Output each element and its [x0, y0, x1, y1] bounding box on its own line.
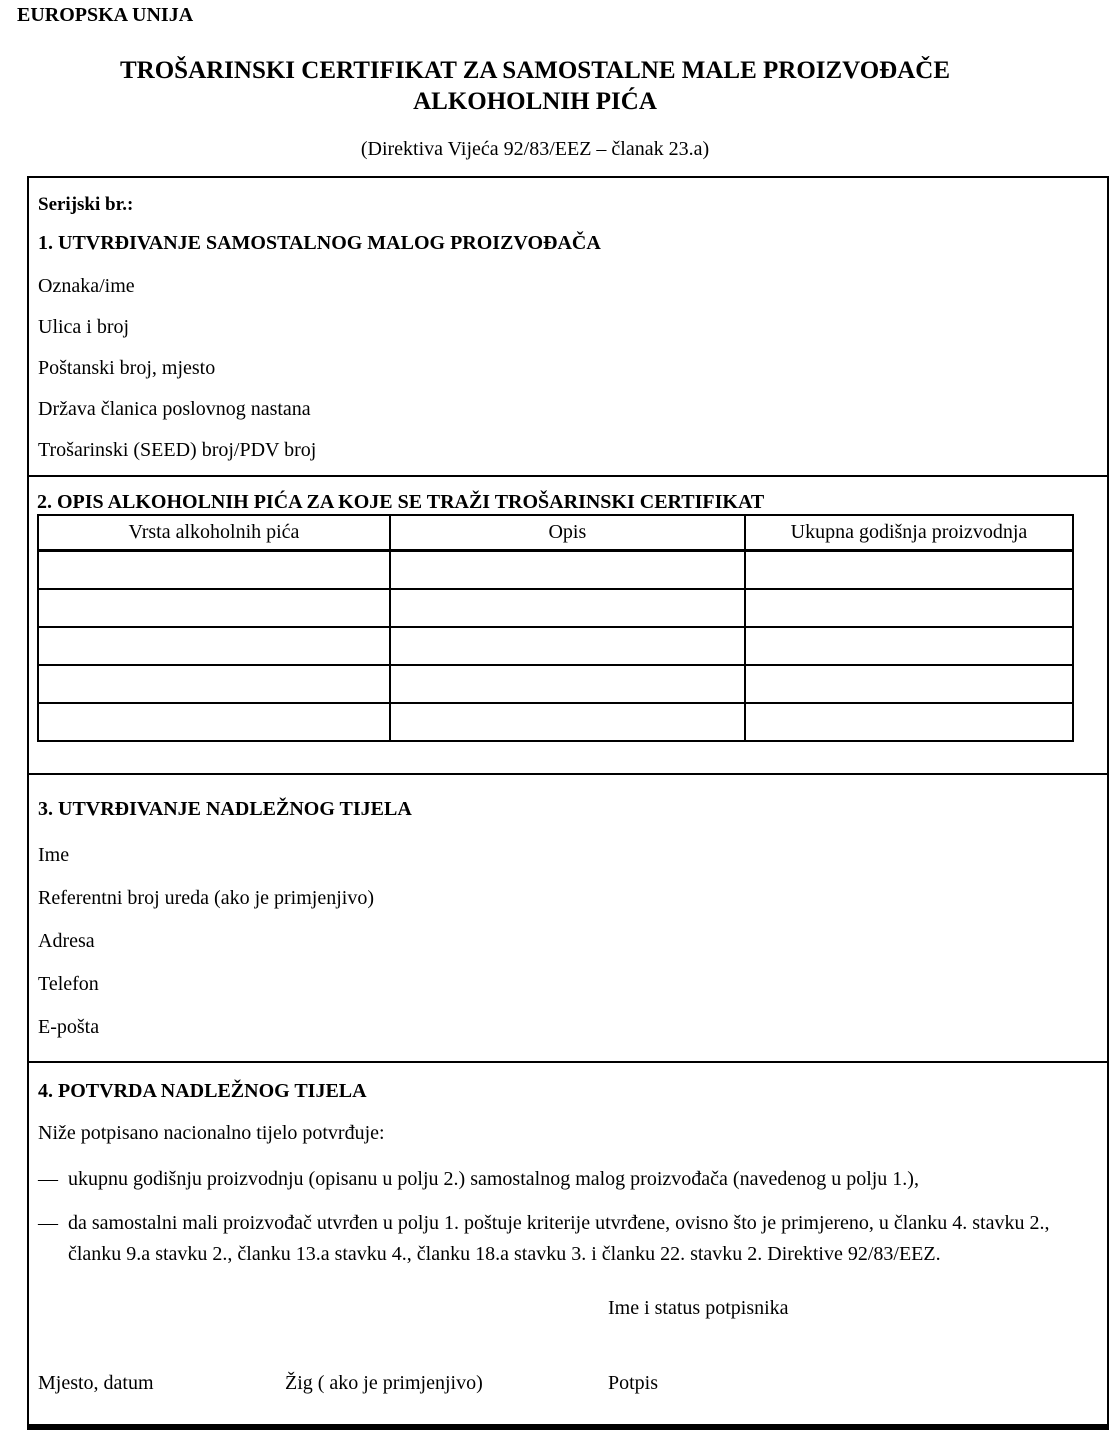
column-header-annual-production: Ukupna godišnja proizvodnja [745, 515, 1073, 551]
serial-number-label: Serijski br.: [38, 194, 134, 215]
section4-heading: 4. POTVRDA NADLEŽNOG TIJELA [38, 1080, 367, 1102]
field-label-member-state: Država članica poslovnog nastana [38, 398, 311, 420]
document-title [0, 55, 1070, 117]
eu-label: EUROPSKA UNIJA [17, 4, 194, 26]
table-cell [745, 589, 1073, 627]
bullet-dash: — [38, 1212, 58, 1234]
table-cell [745, 551, 1073, 590]
field-label-office-reference: Referentni broj ureda (ako je primjenjivo) [38, 887, 374, 909]
table-cell [38, 627, 390, 665]
field-label-street: Ulica i broj [38, 316, 130, 338]
document-title-line2: ALKOHOLNIH PIĆA [413, 88, 657, 115]
column-header-type: Vrsta alkoholnih pića [38, 515, 390, 551]
section-authority-identification [27, 773, 1109, 1063]
table-cell [390, 589, 745, 627]
table-cell [745, 627, 1073, 665]
table-row [38, 703, 1073, 741]
table-cell [390, 703, 745, 741]
table-cell [390, 627, 745, 665]
certification-bullet-1 [38, 1167, 1097, 1191]
section-authority-certification [27, 1061, 1109, 1430]
table-cell [38, 589, 390, 627]
table-cell [745, 665, 1073, 703]
document-title-line1: TROŠARINSKI CERTIFIKAT ZA SAMOSTALNE MALE PROIZVOĐAČE [119, 57, 951, 84]
table-cell [38, 703, 390, 741]
beverage-table-header-row [38, 515, 1073, 551]
document-subtitle: (Direktiva Vijeća 92/83/EEZ – članak 23.a) [360, 138, 710, 160]
signature-label: Potpis [608, 1372, 659, 1394]
section3-heading: 3. UTVRĐIVANJE NADLEŽNOG TIJELA [38, 798, 412, 820]
table-cell [38, 665, 390, 703]
section-beverage-description [27, 475, 1109, 775]
table-cell [38, 551, 390, 590]
stamp-label: Žig ( ako je primjenjivo) [285, 1372, 483, 1394]
place-date-label: Mjesto, datum [38, 1372, 154, 1394]
field-label-authority-name: Ime [38, 844, 70, 866]
field-label-name: Oznaka/ime [38, 275, 135, 297]
table-row [38, 589, 1073, 627]
table-row [38, 627, 1073, 665]
field-label-address: Adresa [38, 930, 95, 952]
beverage-table [37, 514, 1074, 742]
signer-name-status-label: Ime i status potpisnika [608, 1297, 789, 1319]
certification-bullet-2 [38, 1208, 1097, 1270]
table-cell [390, 551, 745, 590]
field-label-email: E-pošta [38, 1016, 100, 1038]
table-row [38, 551, 1073, 590]
bullet-text: ukupnu godišnju proizvodnju (opisanu u polju 2.) samostalnog malog proizvođača (navedenog u polju 1.), [68, 1168, 919, 1190]
section1-heading: 1. UTVRĐIVANJE SAMOSTALNOG MALOG PROIZVOĐAČA [38, 232, 601, 254]
field-label-phone: Telefon [38, 973, 99, 995]
bullet-text: da samostalni mali proizvođač utvrđen u polju 1. poštuje kriterije utvrđene, ovisno što je primjereno, u članku 4. stavku 2., članku 9.a stavku 2., članku 13.a stavku 4., članku 18.a stavku 3. i članku 22. stavku 2. Direktive 92/83/EEZ. [68, 1212, 1050, 1265]
field-label-postcode-city: Poštanski broj, mjesto [38, 357, 216, 379]
table-cell [745, 703, 1073, 741]
certification-intro: Niže potpisano nacionalno tijelo potvrđuje: [38, 1122, 385, 1144]
table-cell [390, 665, 745, 703]
section2-heading: 2. OPIS ALKOHOLNIH PIĆA ZA KOJE SE TRAŽI TROŠARINSKI CERTIFIKAT [37, 491, 765, 513]
field-label-seed-vat: Trošarinski (SEED) broj/PDV broj [38, 439, 317, 461]
bullet-dash: — [38, 1168, 58, 1190]
section-producer-identification [27, 176, 1109, 477]
title-block [0, 55, 1070, 161]
table-row [38, 665, 1073, 703]
column-header-description: Opis [390, 515, 745, 551]
